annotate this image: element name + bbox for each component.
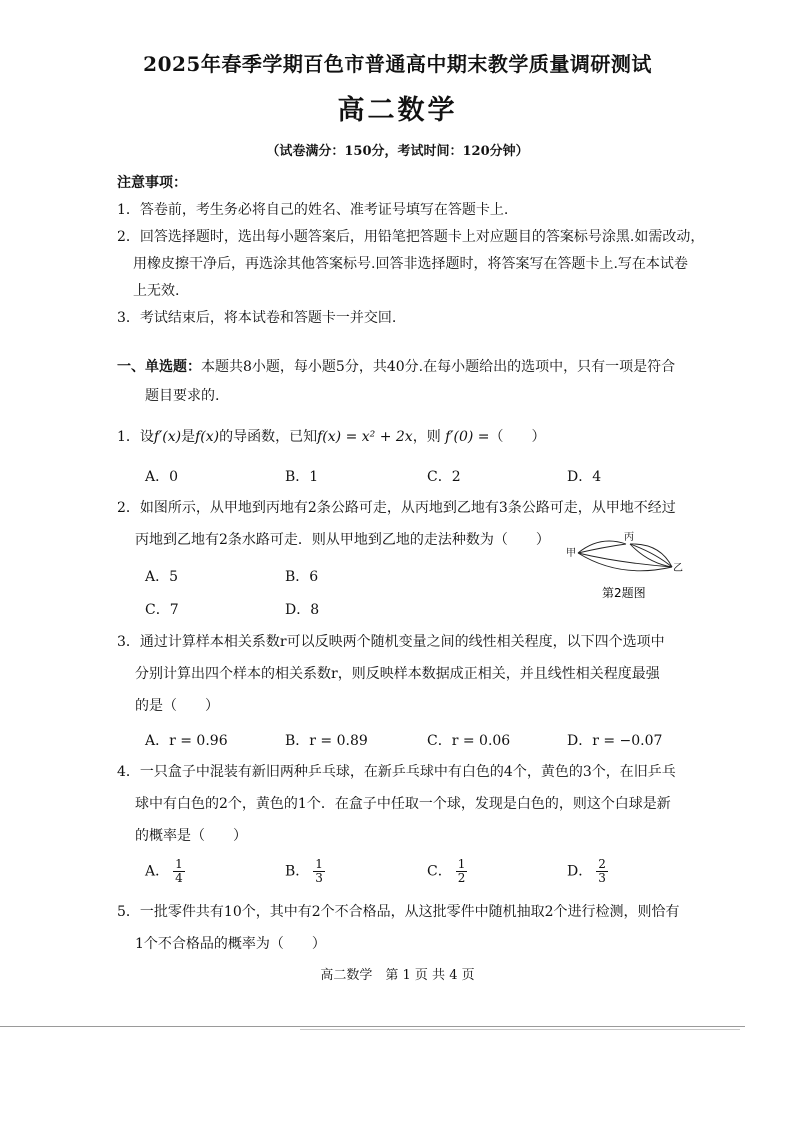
option-label: A．	[145, 863, 170, 880]
q1-text: ，则	[412, 429, 441, 445]
denominator: 3	[598, 871, 606, 885]
numerator: 1	[315, 857, 323, 871]
note-3: 3．考试结束后，将本试卷和答题卡一并交回.	[117, 310, 397, 326]
section-1-intro	[117, 357, 675, 377]
note-2-line-2: 用橡皮擦干净后，再选涂其他答案标号.回答非选择题时，将答案写在答题卡上.写在本试卷	[133, 256, 688, 272]
fraction	[173, 858, 185, 885]
denominator: 4	[175, 871, 183, 885]
question-4-line-1: 4．一只盒子中混装有新旧两种乒乓球，在新乒乓球中有白色的4个，黄色的3个，在旧乒乓	[117, 764, 676, 780]
option-label: D．	[567, 863, 593, 880]
q2-option-a: A．5	[145, 569, 179, 585]
q2-option-b: B．6	[285, 569, 319, 585]
q1-expr-f: f(x)	[195, 429, 220, 445]
q2-route-figure	[560, 525, 690, 605]
fraction	[313, 858, 325, 885]
numerator: 2	[598, 857, 606, 871]
q1-option-c: C．2	[427, 469, 461, 485]
fig-label-jia: 甲	[566, 548, 576, 559]
exam-info: （试卷满分：150分，考试时间：120分钟）	[266, 144, 529, 159]
q2-option-d: D．8	[285, 602, 320, 618]
scan-edge-line	[0, 1026, 745, 1027]
question-1	[117, 427, 546, 447]
q4-option-d	[567, 858, 608, 885]
numerator: 1	[457, 857, 466, 871]
q3-option-b: B．r = 0.89	[285, 733, 368, 749]
route-jia-yi-water-1	[578, 553, 672, 567]
q4-option-c	[427, 858, 467, 885]
fraction	[456, 858, 468, 885]
note-2-line-1: 2．回答选择题时，选出每小题答案后，用铅笔把答题卡上对应题目的答案标号涂黑.如需改动，	[117, 229, 705, 245]
q1-option-d: D．4	[567, 469, 602, 485]
q1-option-b: B．1	[285, 469, 319, 485]
fig-label-yi: 乙	[673, 563, 683, 574]
question-2-line-2: 丙地到乙地有2条水路可走．则从甲地到乙地的走法种数为（ ）	[135, 532, 550, 548]
numerator: 1	[175, 857, 183, 871]
scan-edge-line	[300, 1029, 740, 1030]
question-5-line-1: 5．一批零件共有10个，其中有2个不合格品，从这批零件中随机抽取2个进行检测，则恰有	[117, 904, 680, 920]
fig-caption: 第2题图	[602, 586, 646, 600]
question-5-line-2: 1个不合格品的概率为（ ）	[135, 936, 326, 952]
q1-text: 的导函数，已知	[219, 429, 318, 445]
page-footer: 高二数学 第 1 页 共 4 页	[320, 968, 475, 983]
section-1-desc-cont: 题目要求的.	[145, 388, 220, 404]
q3-option-c: C．r = 0.06	[427, 733, 511, 749]
q1-number: 1．设	[117, 429, 154, 445]
option-label: B．	[285, 863, 310, 880]
q2-option-c: C．7	[145, 602, 179, 618]
q1-expr-derivative: f′(x)	[153, 429, 182, 445]
fig-label-bing: 丙	[624, 532, 634, 543]
q4-option-b	[285, 858, 325, 885]
notes-heading: 注意事项：	[117, 175, 187, 191]
denominator: 2	[457, 871, 466, 885]
question-3-line-1: 3．通过计算样本相关系数r可以反映两个随机变量之间的线性相关程度，以下四个选项中	[117, 634, 665, 650]
fraction	[596, 858, 608, 885]
question-3-line-2: 分别计算出四个样本的相关系数r，则反映样本数据成正相关，并且线性相关程度最强	[135, 666, 660, 682]
question-3-line-3: 的是（ ）	[135, 698, 219, 714]
q1-text: 是	[181, 429, 196, 445]
route-jia-bing-2	[578, 544, 626, 553]
question-4-line-3: 的概率是（ ）	[135, 828, 247, 844]
note-1: 1．答卷前，考生务必将自己的姓名、准考证号填写在答题卡上.	[117, 202, 509, 218]
subject-title: 高二数学	[337, 95, 458, 126]
question-2-line-1: 2．如图所示，从甲地到丙地有2条公路可走，从丙地到乙地有3条公路可走，从甲地不经过	[117, 500, 676, 516]
section-1-label: 一、单选题：	[117, 359, 201, 375]
q1-blank: （ ）	[489, 429, 546, 445]
section-1-desc: 本题共8小题，每小题5分，共40分.在每小题给出的选项中，只有一项是符合	[201, 359, 676, 375]
exam-title: 2025年春季学期百色市普通高中期末教学质量调研测试	[143, 52, 652, 76]
q1-expr-eval: f′(0) =	[445, 429, 490, 445]
q4-option-a	[145, 858, 185, 885]
q1-option-a: A．0	[145, 469, 179, 485]
q3-option-d: D．r = −0.07	[567, 733, 663, 749]
q3-option-a: A．r = 0.96	[145, 733, 228, 749]
question-4-line-2: 球中有白色的2个，黄色的1个．在盒子中任取一个球，发现是白色的，则这个白球是新	[135, 796, 671, 812]
note-2-line-3: 上无效.	[133, 283, 180, 299]
denominator: 3	[315, 871, 323, 885]
option-label: C．	[427, 863, 452, 880]
q1-expr-def: f(x) = x² + 2x	[317, 429, 413, 445]
